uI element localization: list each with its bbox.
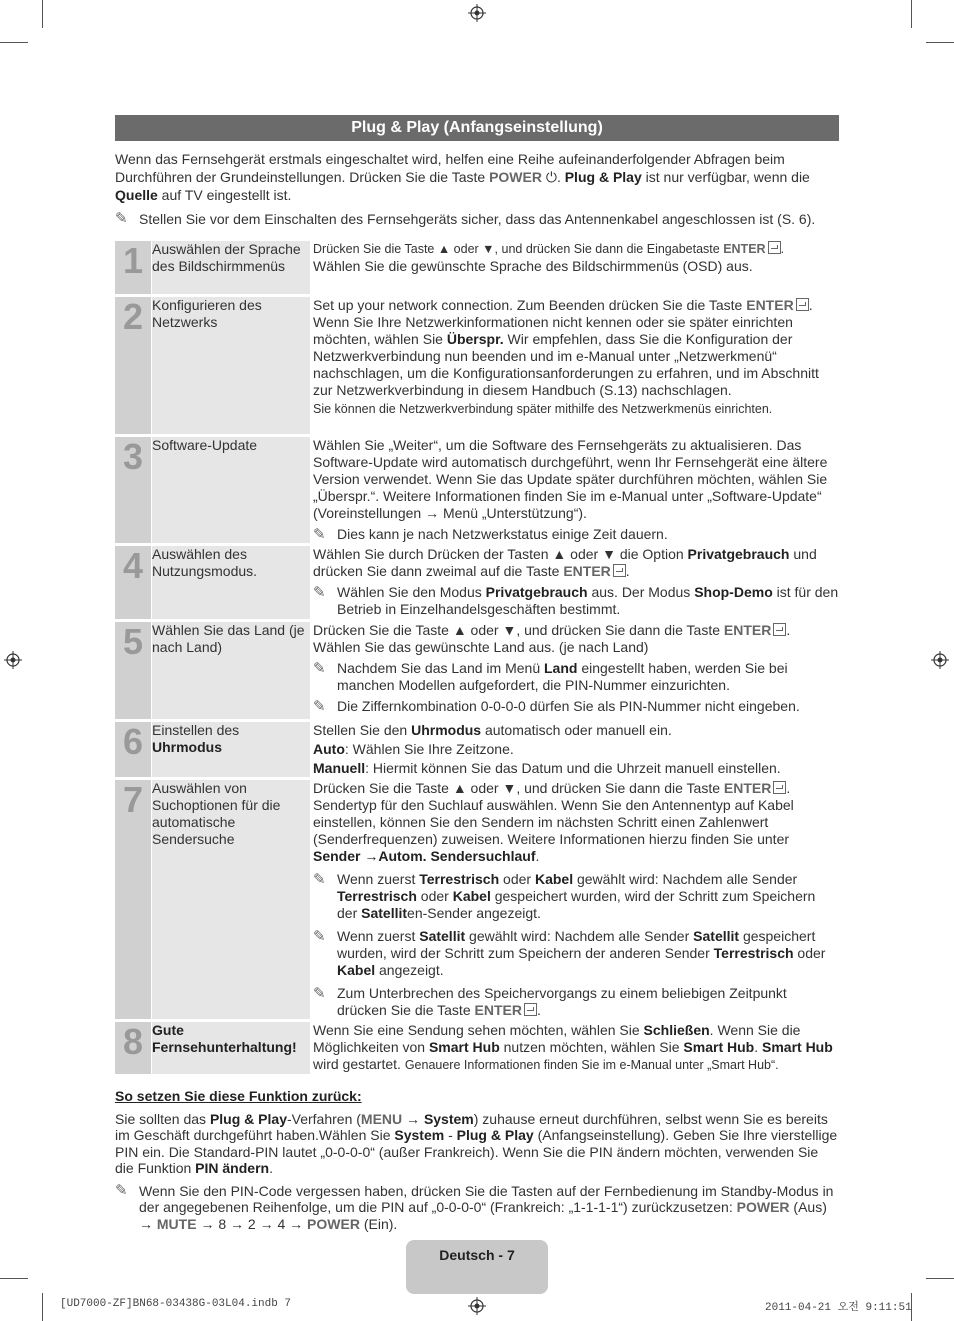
- step-bold: Manuell: [313, 759, 366, 776]
- step-description: [312, 435, 840, 544]
- note-text: angezeigt.: [375, 961, 444, 978]
- step-text: wird gestartet.: [313, 1055, 405, 1072]
- step-bold: Kabel: [337, 961, 376, 978]
- step-text: .: [535, 847, 540, 864]
- step-number: 8: [115, 1020, 152, 1075]
- page-number-tab: Deutsch - 7: [406, 1240, 548, 1294]
- print-slug-left: [UD7000-ZF]BN68-03438G-03L04.indb 7: [60, 1298, 292, 1310]
- note-text: → 8 → 2 → 4 →: [196, 1215, 308, 1232]
- power-button-label: POWER: [489, 169, 542, 185]
- registration-mark-icon: [4, 651, 22, 669]
- crop-mark: [42, 0, 43, 28]
- step-bold: Shop-Demo: [694, 583, 773, 600]
- note-text: Nachdem Sie das Land im Menü: [337, 659, 544, 676]
- step-bold: Kabel: [534, 870, 574, 887]
- intro-text: .: [556, 169, 565, 185]
- pencil-icon: ✎: [115, 210, 128, 227]
- step-description: [312, 620, 840, 720]
- step-number: 4: [115, 544, 152, 620]
- step-number: 2: [115, 295, 152, 435]
- step-number: 5: [115, 620, 152, 720]
- note-text: Wenn zuerst: [337, 927, 420, 944]
- step-text: Wenn Sie eine Sendung sehen möchten, wählen Sie: [313, 1021, 644, 1038]
- step-bold: Auto: [313, 740, 345, 757]
- step-number: 7: [115, 778, 152, 1020]
- step-description: [312, 1020, 840, 1075]
- step-number: 3: [115, 435, 152, 544]
- note-text: .: [536, 1001, 541, 1018]
- print-slug-right: 2011-04-21 오전 9:11:51: [765, 1302, 912, 1314]
- step-text: : Wählen Sie Ihre Zeitzone.: [344, 740, 514, 757]
- step-text: Drücken Sie die Taste ▲ oder ▼, und drücken Sie dann die Taste: [313, 621, 724, 638]
- step-bold: Satellit: [419, 927, 466, 944]
- step-bold: Land: [544, 659, 578, 676]
- intro-text: auf TV eingestellt ist.: [157, 187, 292, 203]
- note-text: gewählt wird: Nachdem alle Sender: [573, 870, 798, 887]
- step-label-bold: Gute Fernsehunterhaltung!: [152, 1021, 297, 1055]
- crop-mark: [0, 42, 28, 43]
- enter-icon: [773, 623, 786, 636]
- note-text: Zum Unterbrechen des Speichervorgangs zu einem beliebigen Zeitpunkt drücken Sie die Taste: [337, 984, 787, 1018]
- step-text: : Hiermit können Sie das Datum und die Uhrzeit manuell einstellen.: [365, 759, 781, 776]
- crop-mark: [926, 1278, 954, 1279]
- step-text: .: [625, 562, 630, 579]
- reset-heading: So setzen Sie diese Funktion zurück:: [115, 1088, 362, 1104]
- enter-button-label: ENTER: [723, 242, 766, 256]
- step-small-text: Sie können die Netzwerkverbindung später mithilfe des Netzwerkmenüs einrichten.: [313, 401, 773, 416]
- step-label: [152, 720, 312, 778]
- section-title: Plug & Play (Anfangseinstellung): [115, 115, 839, 141]
- note-text: aus. Der Modus: [587, 583, 695, 600]
- enter-icon: [768, 241, 781, 254]
- menu-button-label: MENU: [360, 1110, 403, 1127]
- intro: [115, 150, 839, 228]
- step-text: Stellen Sie den: [313, 721, 412, 738]
- step-bold: Terrestrisch: [713, 944, 794, 961]
- step-bold: Kabel: [452, 887, 491, 904]
- step-label-bold: Uhrmodus: [152, 738, 222, 755]
- step-text: Drücken Sie die Taste ▲ oder ▼, und drücken Sie dann die Eingabetaste: [313, 242, 724, 256]
- step-bold: Terrestrisch: [419, 870, 500, 887]
- step-bold: Satellit: [693, 927, 740, 944]
- reset-bold: System: [423, 1110, 474, 1127]
- enter-icon: [773, 781, 786, 794]
- note-text: Wenn zuerst: [337, 870, 420, 887]
- step-text: . Wenn Sie die Möglichkeiten von: [313, 1021, 801, 1055]
- enter-button-label: ENTER: [474, 1001, 522, 1018]
- note-text: en-Sender angezeigt.: [407, 904, 541, 921]
- pencil-icon: ✎: [313, 659, 326, 677]
- step-bold: Terrestrisch: [337, 887, 417, 904]
- power-icon: ⏻: [541, 169, 557, 185]
- step-row: [115, 720, 839, 778]
- registration-mark-icon: [468, 4, 486, 22]
- enter-button-label: ENTER: [563, 562, 611, 579]
- reset-text: Sie sollten das: [115, 1110, 210, 1127]
- step-text: automatisch oder manuell ein.: [481, 721, 672, 738]
- step-text: . Wählen Sie das gewünschte Land aus. (je nach Land): [313, 621, 791, 655]
- enter-icon: [613, 564, 626, 577]
- step-label: Wählen Sie das Land (je nach Land): [152, 620, 312, 720]
- step-text: Wählen Sie „Weiter“, um die Software des Fernsehgeräts zu aktualisieren. Das Software-Update wird automatisch durchgeführt, wenn Ihr Fernsehgerät eine ältere Version verwendet. Wenn Sie das Update später durchführen möchten, wählen Sie „Überspr.“. Weitere Informationen finden Sie im e-Manual unter „Software-Update“ (Voreinstellungen → Menü „Unterstützung“).: [313, 436, 828, 521]
- step-bold: Privatgebrauch: [687, 545, 790, 562]
- step-text: und drücken Sie dann zweimal auf die Taste: [313, 545, 817, 579]
- step-label: Auswählen des Nutzungsmodus.: [152, 544, 312, 620]
- step-row: [115, 1020, 839, 1075]
- step-text: Set up your network connection. Zum Beenden drücken Sie die Taste: [313, 296, 747, 313]
- step-bold: Überspr.: [446, 330, 504, 347]
- note-text: oder: [416, 887, 453, 904]
- plug-and-play-label: Plug & Play: [564, 169, 642, 185]
- note-text: Wenn Sie den PIN-Code vergessen haben, drücken Sie die Tasten auf der Fernbedienung im Standby-Modus in der angegebenen Reihenfolge, um die PIN auf „0-0-0-0“ (Frankreich: „1-1-1-1“) zurückzusetzen:: [139, 1182, 834, 1215]
- step-description: [312, 778, 840, 1020]
- step-text: nutzen möchten, wählen Sie: [499, 1038, 684, 1055]
- step-bold: Schließen: [643, 1021, 710, 1038]
- step-bold: Smart Hub: [762, 1038, 833, 1055]
- step-small-text: Genauere Informationen finden Sie im e-Manual unter „Smart Hub“.: [404, 1057, 779, 1072]
- step-label: [152, 1020, 312, 1075]
- step-bold: Uhrmodus: [411, 721, 482, 738]
- step-bold: Privatgebrauch: [485, 583, 588, 600]
- step-text: Wählen Sie die gewünschte Sprache des Bildschirmmenüs (OSD) aus.: [313, 258, 753, 274]
- reset-paragraph: [115, 1111, 839, 1177]
- step-number: 1: [115, 241, 152, 295]
- reset-bold: System: [394, 1127, 445, 1143]
- reset-text: .: [269, 1160, 273, 1176]
- pencil-icon: ✎: [313, 697, 326, 715]
- note-text: gespeichert wurden, wird der Schritt zum Speichern der: [337, 887, 816, 921]
- reset-bold: PIN ändern: [195, 1160, 270, 1176]
- step-number: 6: [115, 720, 152, 778]
- reset-bold: Plug & Play: [209, 1110, 287, 1127]
- note-text: ist für den Betrieb in Einzelhandelsgeschäften bestimmt.: [337, 583, 839, 617]
- quelle-label: Quelle: [115, 187, 158, 203]
- reset-bold: Plug & Play: [456, 1127, 534, 1143]
- step-description: [312, 295, 840, 435]
- step-bold: Satellit: [361, 904, 408, 921]
- crop-mark: [42, 1293, 43, 1321]
- power-button-label: POWER: [736, 1199, 790, 1215]
- note-text: Die Ziffernkombination 0-0-0-0 dürfen Sie als PIN-Nummer nicht eingeben.: [337, 697, 800, 714]
- step-label: Auswählen der Sprache des Bildschirmmenüs: [152, 241, 312, 295]
- registration-mark-icon: [931, 651, 949, 669]
- step-bold: Smart Hub: [683, 1038, 755, 1055]
- registration-mark-icon: [468, 1297, 486, 1315]
- pencil-icon: ✎: [313, 583, 326, 601]
- pencil-icon: ✎: [313, 870, 326, 888]
- reset-note: [115, 1183, 839, 1233]
- step-label: Software-Update: [152, 435, 312, 544]
- enter-icon: [524, 1003, 537, 1016]
- enter-button-label: ENTER: [723, 779, 772, 796]
- step-row: [115, 435, 839, 544]
- pencil-icon: ✎: [115, 1181, 128, 1199]
- note-text: gespeichert wurden, wird der Schritt zum Speichern der anderen Sender: [337, 927, 816, 961]
- pencil-icon: ✎: [313, 525, 326, 543]
- enter-button-label: ENTER: [723, 621, 772, 638]
- reset-text: ) zuhause erneut durchführen, selbst wenn Sie es bereits im Geschäft durchgeführt haben.Wählen Sie: [115, 1110, 828, 1143]
- note-text: oder: [499, 870, 535, 887]
- step-row: [115, 544, 839, 620]
- intro-text: ist nur verfügbar, wenn die: [641, 169, 810, 185]
- step-bold: Sender →Autom. Sendersuchlauf: [313, 847, 536, 864]
- power-button-label: POWER: [307, 1215, 360, 1232]
- note-text: (Aus) →: [139, 1199, 827, 1232]
- note-text: Stellen Sie vor dem Einschalten des Fernsehgeräts sicher, dass das Antennenkabel angeschlossen ist (S. 6).: [139, 211, 816, 227]
- step-text: . Sendertyp für den Suchlauf auswählen. Wenn Sie den Antennentyp auf Kabel einstellen, können Sie den Sendern im nächsten Schritt einen Zahlenwert (Senderfrequenzen) zuweisen. Weitere Informationen hierzu finden Sie unter: [313, 779, 794, 847]
- crop-mark: [911, 0, 912, 28]
- step-text: Drücken Sie die Taste ▲ oder ▼, und drücken Sie dann die Taste: [313, 779, 724, 796]
- step-text: .: [754, 1038, 762, 1055]
- step-text: .: [780, 242, 785, 256]
- step-description: [312, 544, 840, 620]
- step-text: Wählen Sie durch Drücken der Tasten ▲ oder ▼ die Option: [313, 545, 688, 562]
- reset-text: -: [444, 1127, 457, 1143]
- intro-text: Wenn das Fernsehgerät erstmals eingeschaltet wird, helfen eine Reihe aufeinanderfolgender Abfragen beim Durchführen der Grundeinstellungen. Drücken Sie die Taste: [115, 151, 785, 185]
- pencil-icon: ✎: [313, 927, 326, 945]
- crop-mark: [0, 1278, 28, 1279]
- step-label-text: Einstellen des: [152, 721, 240, 738]
- crop-mark: [926, 42, 954, 43]
- note-text: Wählen Sie den Modus: [337, 583, 486, 600]
- step-row: [115, 295, 839, 435]
- steps-table: [115, 241, 839, 1077]
- enter-icon: [796, 298, 809, 311]
- step-row: [115, 241, 839, 295]
- step-row: [115, 620, 839, 720]
- note-text: Dies kann je nach Netzwerkstatus einige Zeit dauern.: [337, 525, 668, 542]
- step-row: [115, 778, 839, 1020]
- intro-paragraph: [115, 150, 839, 204]
- pencil-icon: ✎: [313, 984, 326, 1002]
- step-text: . Wenn Sie Ihre Netzwerkinformationen nicht kennen oder sie später einrichten möchten, wählen Sie: [313, 296, 813, 347]
- mute-button-label: MUTE: [156, 1215, 197, 1232]
- reset-section: [115, 1088, 839, 1232]
- reset-text: -Verfahren (: [286, 1110, 361, 1127]
- reset-text: (Anfangseinstellung). Geben Sie Ihre vierstellige PIN ein. Die Standard-PIN lautet „0-0-0-0“ (außer Frankreich). Wenn Sie die PIN ändern möchten, verwenden Sie die Funktion: [115, 1127, 838, 1176]
- step-description: [312, 720, 840, 778]
- step-label: Auswählen von Suchoptionen für die automatische Sendersuche: [152, 778, 312, 1020]
- note-text: eingestellt haben, werden Sie bei manchen Modellen aufgefordert, die PIN-Nummer einzurichten.: [337, 659, 788, 693]
- step-bold: Smart Hub: [428, 1038, 500, 1055]
- note-text: gewählt wird: Nachdem alle Sender: [465, 927, 694, 944]
- enter-button-label: ENTER: [746, 296, 794, 313]
- step-text: Wir empfehlen, dass Sie die Konfiguration der Netzwerkverbindung nun beenden und im e-Manual unter „Netzwerkmenü“ nachschlagen, um die Konfigurationsanforderungen zu erfahren, und im Abschnitt zur Netzwerkverbindung in diesem Handbuch (S.13) nachschlagen.: [313, 330, 819, 398]
- arrow-text: →: [402, 1110, 424, 1127]
- note-text: oder: [793, 944, 826, 961]
- note-text: (Ein).: [359, 1215, 398, 1232]
- step-description: [312, 241, 840, 295]
- intro-note: [115, 210, 839, 228]
- step-label: Konfigurieren des Netzwerks: [152, 295, 312, 435]
